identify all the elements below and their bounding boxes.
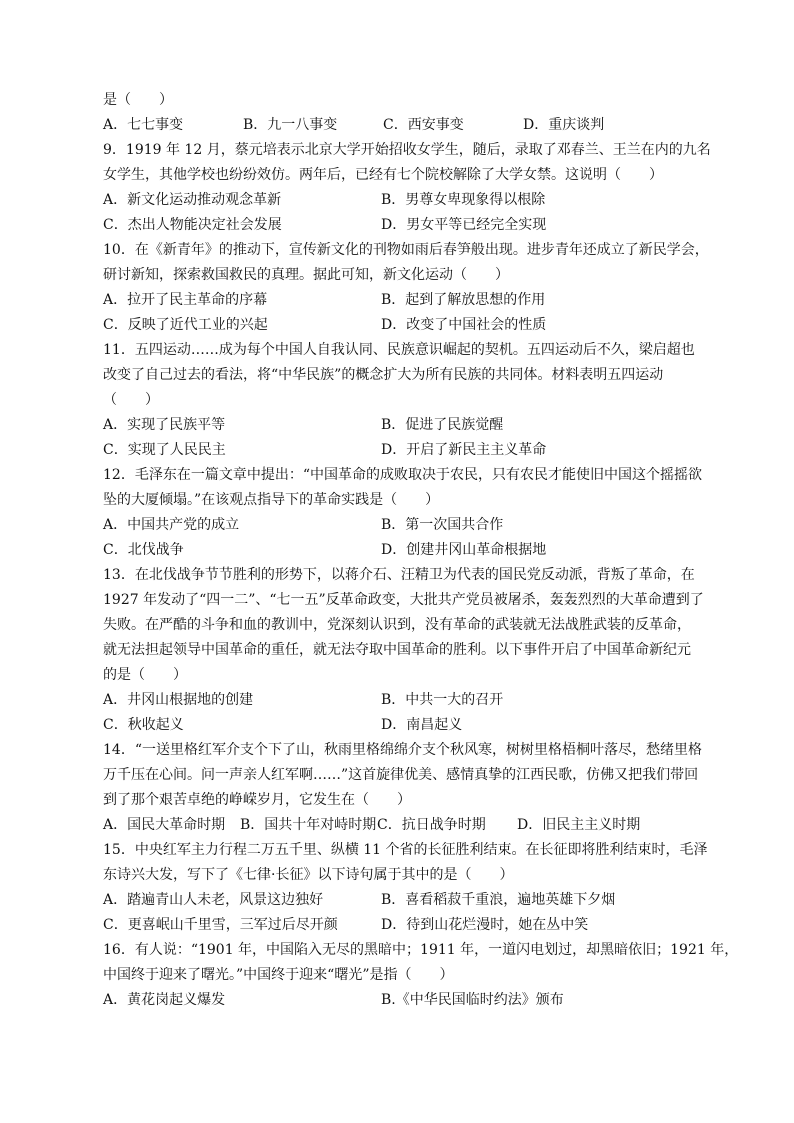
- q14-option-b: B．国共十年对峙时期: [240, 817, 377, 833]
- q9-option-b: B．男尊女卑现象得以根除: [381, 192, 546, 208]
- q16-option-a: A．黄花岗起义爆发: [103, 992, 226, 1008]
- q14-option-c: C．抗日战争时期: [377, 817, 486, 833]
- q8-option-b: B．九一八事变: [243, 117, 338, 133]
- q9-option-a: A．新文化运动推动观念革新: [103, 192, 282, 208]
- q16-options-row-1: [103, 988, 703, 1013]
- q11-stem-line-2: 改变了自己过去的看法，将“中华民族”的概念扩大为所有民族的共同体。材料表明五四运动: [103, 367, 664, 383]
- q8-options: [103, 113, 703, 138]
- q9-option-d: D．男女平等已经完全实现: [381, 217, 547, 233]
- q12-option-b: B．第一次国共合作: [381, 517, 504, 533]
- q15-options-row-1: [103, 888, 703, 913]
- q13-stem-line-2: 1927 年发动了“四一二”、“七一五”反革命政变，大批共产党员被屠杀，轰轰烈烈的大革命遭到了: [103, 592, 704, 608]
- q13-stem-line-5: 的是（ ）: [103, 667, 187, 683]
- q12-stem-line-1: 12．毛泽东在一篇文章中提出：“中国革命的成败取决于农民，只有农民才能使旧中国这个摇摇欲: [103, 467, 702, 483]
- q8-option-d: D．重庆谈判: [523, 117, 605, 133]
- q12-option-a: A．中国共产党的成立: [103, 517, 240, 533]
- q11-options-row-1: [103, 413, 703, 438]
- q10-option-a: A．拉开了民主革命的序幕: [103, 292, 268, 308]
- q11-options-row-2: [103, 438, 703, 463]
- q12-options-row-1: [103, 513, 703, 538]
- q12-option-c: C．北伐战争: [103, 542, 184, 558]
- q15-option-c: C．更喜岷山千里雪，三军过后尽开颜: [103, 917, 338, 933]
- q16-stem-line-2: 中国终于迎来了曙光。”中国终于迎来“曙光”是指（ ）: [103, 967, 454, 983]
- q14-option-d: D．旧民主主义时期: [517, 817, 641, 833]
- q15-stem-line-2: 东诗兴大发，写下了《七律·长征》以下诗句属于其中的是（ ）: [103, 867, 514, 883]
- q13-stem-line-4: 就无法担起领导中国革命的重任，就无法夺取中国革命的胜利。以下事件开启了中国革命新纪元: [103, 642, 691, 658]
- q10-option-c: C．反映了近代工业的兴起: [103, 317, 268, 333]
- q14-stem-line-2: 万千压在心间。问一声亲人红军啊……”这首旋律优美、感情真挚的江西民歌，仿佛又把我们带回: [103, 767, 699, 783]
- q15-option-b: B．喜看稻菽千重浪，遍地英雄下夕烟: [381, 892, 616, 908]
- q13-option-d: D．南昌起义: [381, 717, 463, 733]
- q15-options-row-2: [103, 913, 703, 938]
- q12-stem-line-2: 坠的大厦倾塌。”在该观点指导下的革命实践是（ ）: [103, 492, 440, 508]
- q16-option-b: B.《中华民国临时约法》颁布: [381, 992, 564, 1008]
- q15-option-d: D．待到山花烂漫时，她在丛中笑: [381, 917, 589, 933]
- q10-option-d: D．改变了中国社会的性质: [381, 317, 547, 333]
- q13-option-b: B．中共一大的召开: [381, 692, 504, 708]
- q12-options-row-2: [103, 538, 703, 563]
- q10-stem-line-1: 10．在《新青年》的推动下，宣传新文化的刊物如雨后春笋般出现。进步青年还成立了新民学会，: [103, 242, 709, 258]
- page-content: [103, 88, 739, 1013]
- q9-options-row-2: [103, 213, 703, 238]
- q13-options-row-2: [103, 713, 703, 738]
- q10-stem-line-2: 研讨新知，探索救国救民的真理。据此可知，新文化运动（ ）: [103, 267, 509, 283]
- q13-stem-line-1: 13．在北伐战争节节胜利的形势下，以蒋介石、汪精卫为代表的国民党反动派，背叛了革命，在: [103, 567, 695, 583]
- q13-option-c: C．秋收起义: [103, 717, 184, 733]
- q11-option-a: A．实现了民族平等: [103, 417, 226, 433]
- q13-options-row-1: [103, 688, 703, 713]
- q13-stem-line-3: 失败。在严酷的斗争和血的教训中，党深刻认识到，没有革命的武装就无法战胜武装的反革命，: [103, 617, 691, 633]
- q11-option-c: C．实现了人民民主: [103, 442, 226, 458]
- q11-stem-line-3: （ ）: [103, 392, 159, 408]
- q10-option-b: B．起到了解放思想的作用: [381, 292, 546, 308]
- q13-option-a: A．井冈山根据地的创建: [103, 692, 254, 708]
- q8-option-c: C．西安事变: [383, 117, 464, 133]
- q9-options-row-1: [103, 188, 703, 213]
- q8-stem: 是（ ）: [103, 92, 173, 108]
- q14-options: [103, 813, 703, 838]
- q10-options-row-2: [103, 313, 703, 338]
- q14-option-a: A．国民大革命时期: [103, 817, 226, 833]
- q10-options-row-1: [103, 288, 703, 313]
- q9-stem-line-1: 9．1919 年 12 月，蔡元培表示北京大学开始招收女学生，随后，录取了邓春兰、王兰在内的九名: [103, 142, 711, 158]
- q8-option-a: A．七七事变: [103, 117, 184, 133]
- q14-stem-line-1: 14．“一送里格红军介支个下了山，秋雨里格绵绵介支个秋风寒，树树里格梧桐叶落尽，愁绪里格: [103, 742, 702, 758]
- q11-option-b: B．促进了民族觉醒: [381, 417, 504, 433]
- q9-stem-line-2: 女学生，其他学校也纷纷效仿。两年后，已经有七个院校解除了大学女禁。这说明（ ）: [103, 167, 663, 183]
- q9-option-c: C．杰出人物能决定社会发展: [103, 217, 282, 233]
- q15-option-a: A．踏遍青山人未老，风景这边独好: [103, 892, 324, 908]
- q12-option-d: D．创建井冈山革命根据地: [381, 542, 547, 558]
- q16-stem-line-1: 16．有人说：“1901 年，中国陷入无尽的黑暗中；1911 年，一道闪电划过，却黑暗依旧；1921 年，: [103, 942, 739, 958]
- q11-stem-line-1: 11．五四运动……成为每个中国人自我认同、民族意识崛起的契机。五四运动后不久，梁启超也: [103, 342, 695, 358]
- q11-option-d: D．开启了新民主主义革命: [381, 442, 547, 458]
- q14-stem-line-3: 到了那个艰苦卓绝的峥嵘岁月，它发生在（ ）: [103, 792, 411, 808]
- q15-stem-line-1: 15．中央红军主力行程二万五千里、纵横 11 个省的长征胜利结束。在长征即将胜利结束时，毛泽: [103, 842, 708, 858]
